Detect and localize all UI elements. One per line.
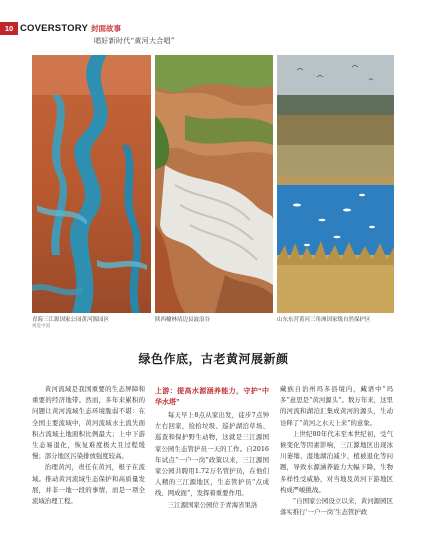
- page-number: 10: [0, 22, 18, 35]
- paragraph: 黄河流域是我国重要的生态屏障和重要的经济地带。然而，多年来累积的问题让黄河流域生态环境脆弱不堪：在全国主要流域中，黄河流域水土流失面积占流域土地面积比例最大；上中下游生态易退化，恢复难度极大且过程缓慢；部分地区污染排放强度较高。: [32, 385, 145, 461]
- photo-caption-3: 山东东营黄河三角洲国家级自然保护区: [277, 317, 371, 323]
- photo-caption-2: 陕西榆林靖边县波浪谷: [155, 317, 211, 323]
- subsection-heading: 上游：提高水源涵养能力，守护“中华水塔”: [155, 388, 269, 406]
- paragraph: 上世纪80年代末至本世纪初，受气候变化等因素影响，三江源地区出现冰川萎缩、湿地湖泊减少、植被退化等问题，导致水源涵养能力大幅下降，生物多样性受威胁，对当地及黄河下游地区构成严峻挑战。: [280, 429, 393, 494]
- paragraph: “自国家公园设立以来，黄河源园区落实推行‘一户一岗’生态管护政: [280, 497, 393, 517]
- photo-caption-1: 青海三江源国家公园黄河源园区: [32, 317, 110, 323]
- photo-yellow-river-source: [32, 55, 151, 313]
- page-header: [0, 22, 121, 35]
- photo-credit: 视觉中国: [32, 323, 50, 328]
- photo-yellow-river-delta: [277, 55, 394, 313]
- paragraph: 每天早上8点从家出发，徒步7点钟左右回家，捡拾垃圾、巡护湖泊草场、巡查和保护野生动物，这就是三江源国家公园生态管护员一天的工作。自2016年试点“一户一岗”政策以来，三江源国家公园共聘用1.72万名管护员，在他们人精的三江源地区，生态管护员“点成线、网成面”，发挥着重要作用。: [155, 411, 269, 498]
- paragraph: 藏族自治州玛多县境内，藏语中“玛多”意思是“黄河源头”。数万年来，这里的河流和湖泊汇集成黄河的源头，生动诠释了“黄河之水天上来”的意象。: [280, 385, 393, 427]
- section-title: 绿色作底，古老黄河展新颜: [138, 352, 289, 366]
- body-column-3: [280, 384, 393, 518]
- photo-wave-valley: [155, 55, 273, 313]
- paragraph: 三江源国家公园位于青海省果洛: [167, 500, 258, 509]
- section-label-en: COVERSTORY: [20, 23, 88, 34]
- page-subtitle: 唱好新时代“黄河大合唱”: [94, 37, 175, 45]
- section-label-cn: 封面故事: [91, 24, 121, 33]
- body-column-2: [155, 386, 269, 511]
- body-column-1: [32, 384, 145, 507]
- paragraph: 治理黄河，责任在黄河，根子在流域。推动黄河流域生态保护和高质量发展，并非一地一段的事情，而是一项全流域治理工程。: [32, 463, 145, 506]
